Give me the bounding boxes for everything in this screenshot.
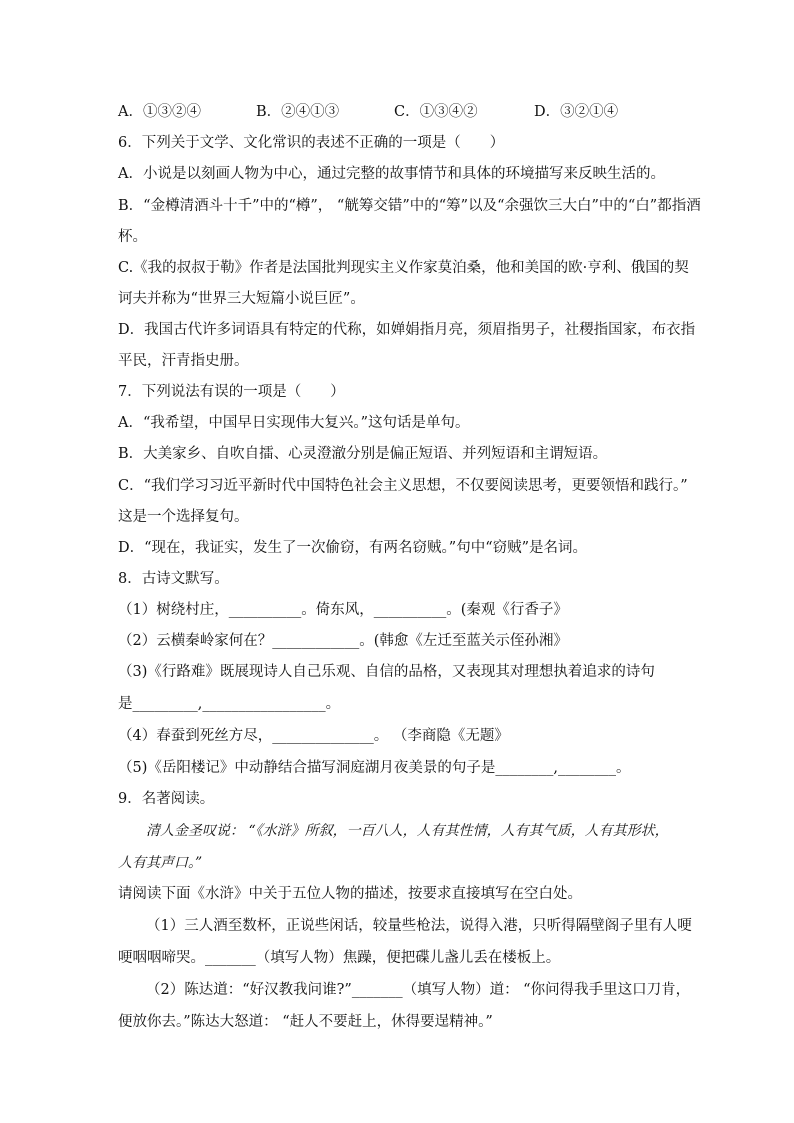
q8-item-4: （4）春蚕到死丝方尽，______________。 （李商隐《无题》 xyxy=(118,728,509,744)
q5-option-d: D．③②①④ xyxy=(534,104,619,120)
q7-option-c-line1: C．“我们学习习近平新时代中国特色社会主义思想，不仅要阅读思考，更要领悟和践行。” xyxy=(118,478,688,494)
q7-option-a: A．“我希望，中国早日实现伟大复兴。”这句话是单句。 xyxy=(118,415,470,431)
q9-passage-2-line2: 便放你去。”陈达大怒道： “赶人不要赶上，休得要逞精神。” xyxy=(118,1014,493,1030)
q6-option-c-line2: 诃夫并称为“世界三大短篇小说巨匠”。 xyxy=(118,291,365,307)
q8-item-1: （1）树绕村庄，__________。倚东风，__________。(秦观《行香子》 xyxy=(118,602,568,618)
q7-option-b: B．大美家乡、自吹自擂、心灵澄澈分别是偏正短语、并列短语和主谓短语。 xyxy=(118,446,608,462)
q9-passage-2-line1: （2）陈达道：“好汉教我问谁?”_______（填写人物）道： “你问得我手里这口刀肯， xyxy=(146,982,691,998)
q9-passage-1-line1: （1）三人酒至数杯，正说些闲话，较量些枪法，说得入港，只听得隔壁阁子里有人哽 xyxy=(146,918,692,934)
q8-item-2: （2）云横秦岭家何在？____________。(韩愈《左迁至蓝关示侄孙湘》 xyxy=(118,633,568,649)
q7-option-d: D．“现在，我证实，发生了一次偷窃，有两名窃贼。”句中“窃贼”是名词。 xyxy=(118,540,588,556)
q7-stem: 7．下列说法有误的一项是（ ） xyxy=(118,384,345,400)
q6-stem: 6．下列关于文学、文化常识的表述不正确的一项是（ ） xyxy=(118,135,505,151)
q9-quote-line1: 清人金圣叹说： “《水浒》所叙，一百八人，人有其性情，人有其气质，人有其形状， xyxy=(146,823,669,839)
q8-item-5: （5)《岳阳楼记》中动静结合描写洞庭湖月夜美景的句子是________,________。 xyxy=(118,760,631,776)
q9-intro: 请阅读下面《水浒》中关于五位人物的描述，按要求直接填写在空白处。 xyxy=(118,886,582,902)
q9-quote-line2: 人有其声口。” xyxy=(118,855,203,871)
q9-passage-1-line2: 哽咽咽啼哭。_______（填写人物）焦躁，便把碟儿盏儿丢在楼板上。 xyxy=(118,950,561,966)
q6-option-d-line1: D．我国古代许多词语具有特定的代称，如婵娟指月亮，须眉指男子，社稷指国家，布衣指 xyxy=(118,322,696,338)
q6-option-d-line2: 平民，汗青指史册。 xyxy=(118,353,249,369)
q7-option-c-line2: 这是一个选择复句。 xyxy=(118,509,249,525)
q8-item-3-line2: 是_________,_________________。 xyxy=(118,696,341,712)
q6-option-b-line1: B．“金樽清酒斗十千”中的“樽”， “觥筹交错”中的“筹”以及“余强饮三大白”中的“白”都指酒 xyxy=(118,198,701,214)
q5-option-a: A．①③②④ xyxy=(118,104,201,120)
q6-option-a: A．小说是以刻画人物为中心，通过完整的故事情节和具体的环境描写来反映生活的。 xyxy=(118,166,665,182)
q5-options xyxy=(118,102,618,122)
q9-stem: 9．名著阅读。 xyxy=(118,791,215,807)
q5-option-b: B．②④①③ xyxy=(256,104,340,120)
q6-option-b-line2: 杯。 xyxy=(118,229,147,245)
q6-option-c-line1: C.《我的叔叔于勒》作者是法国批判现实主义作家莫泊桑，他和美国的欧·亨利、俄国的契 xyxy=(118,260,689,276)
q8-stem: 8．古诗文默写。 xyxy=(118,571,229,587)
q5-option-c: C．①③④② xyxy=(394,104,478,120)
q8-item-3-line1: （3)《行路难》既展现诗人自己乐观、自信的品格，又表现其对理想执着追求的诗句 xyxy=(118,664,655,680)
